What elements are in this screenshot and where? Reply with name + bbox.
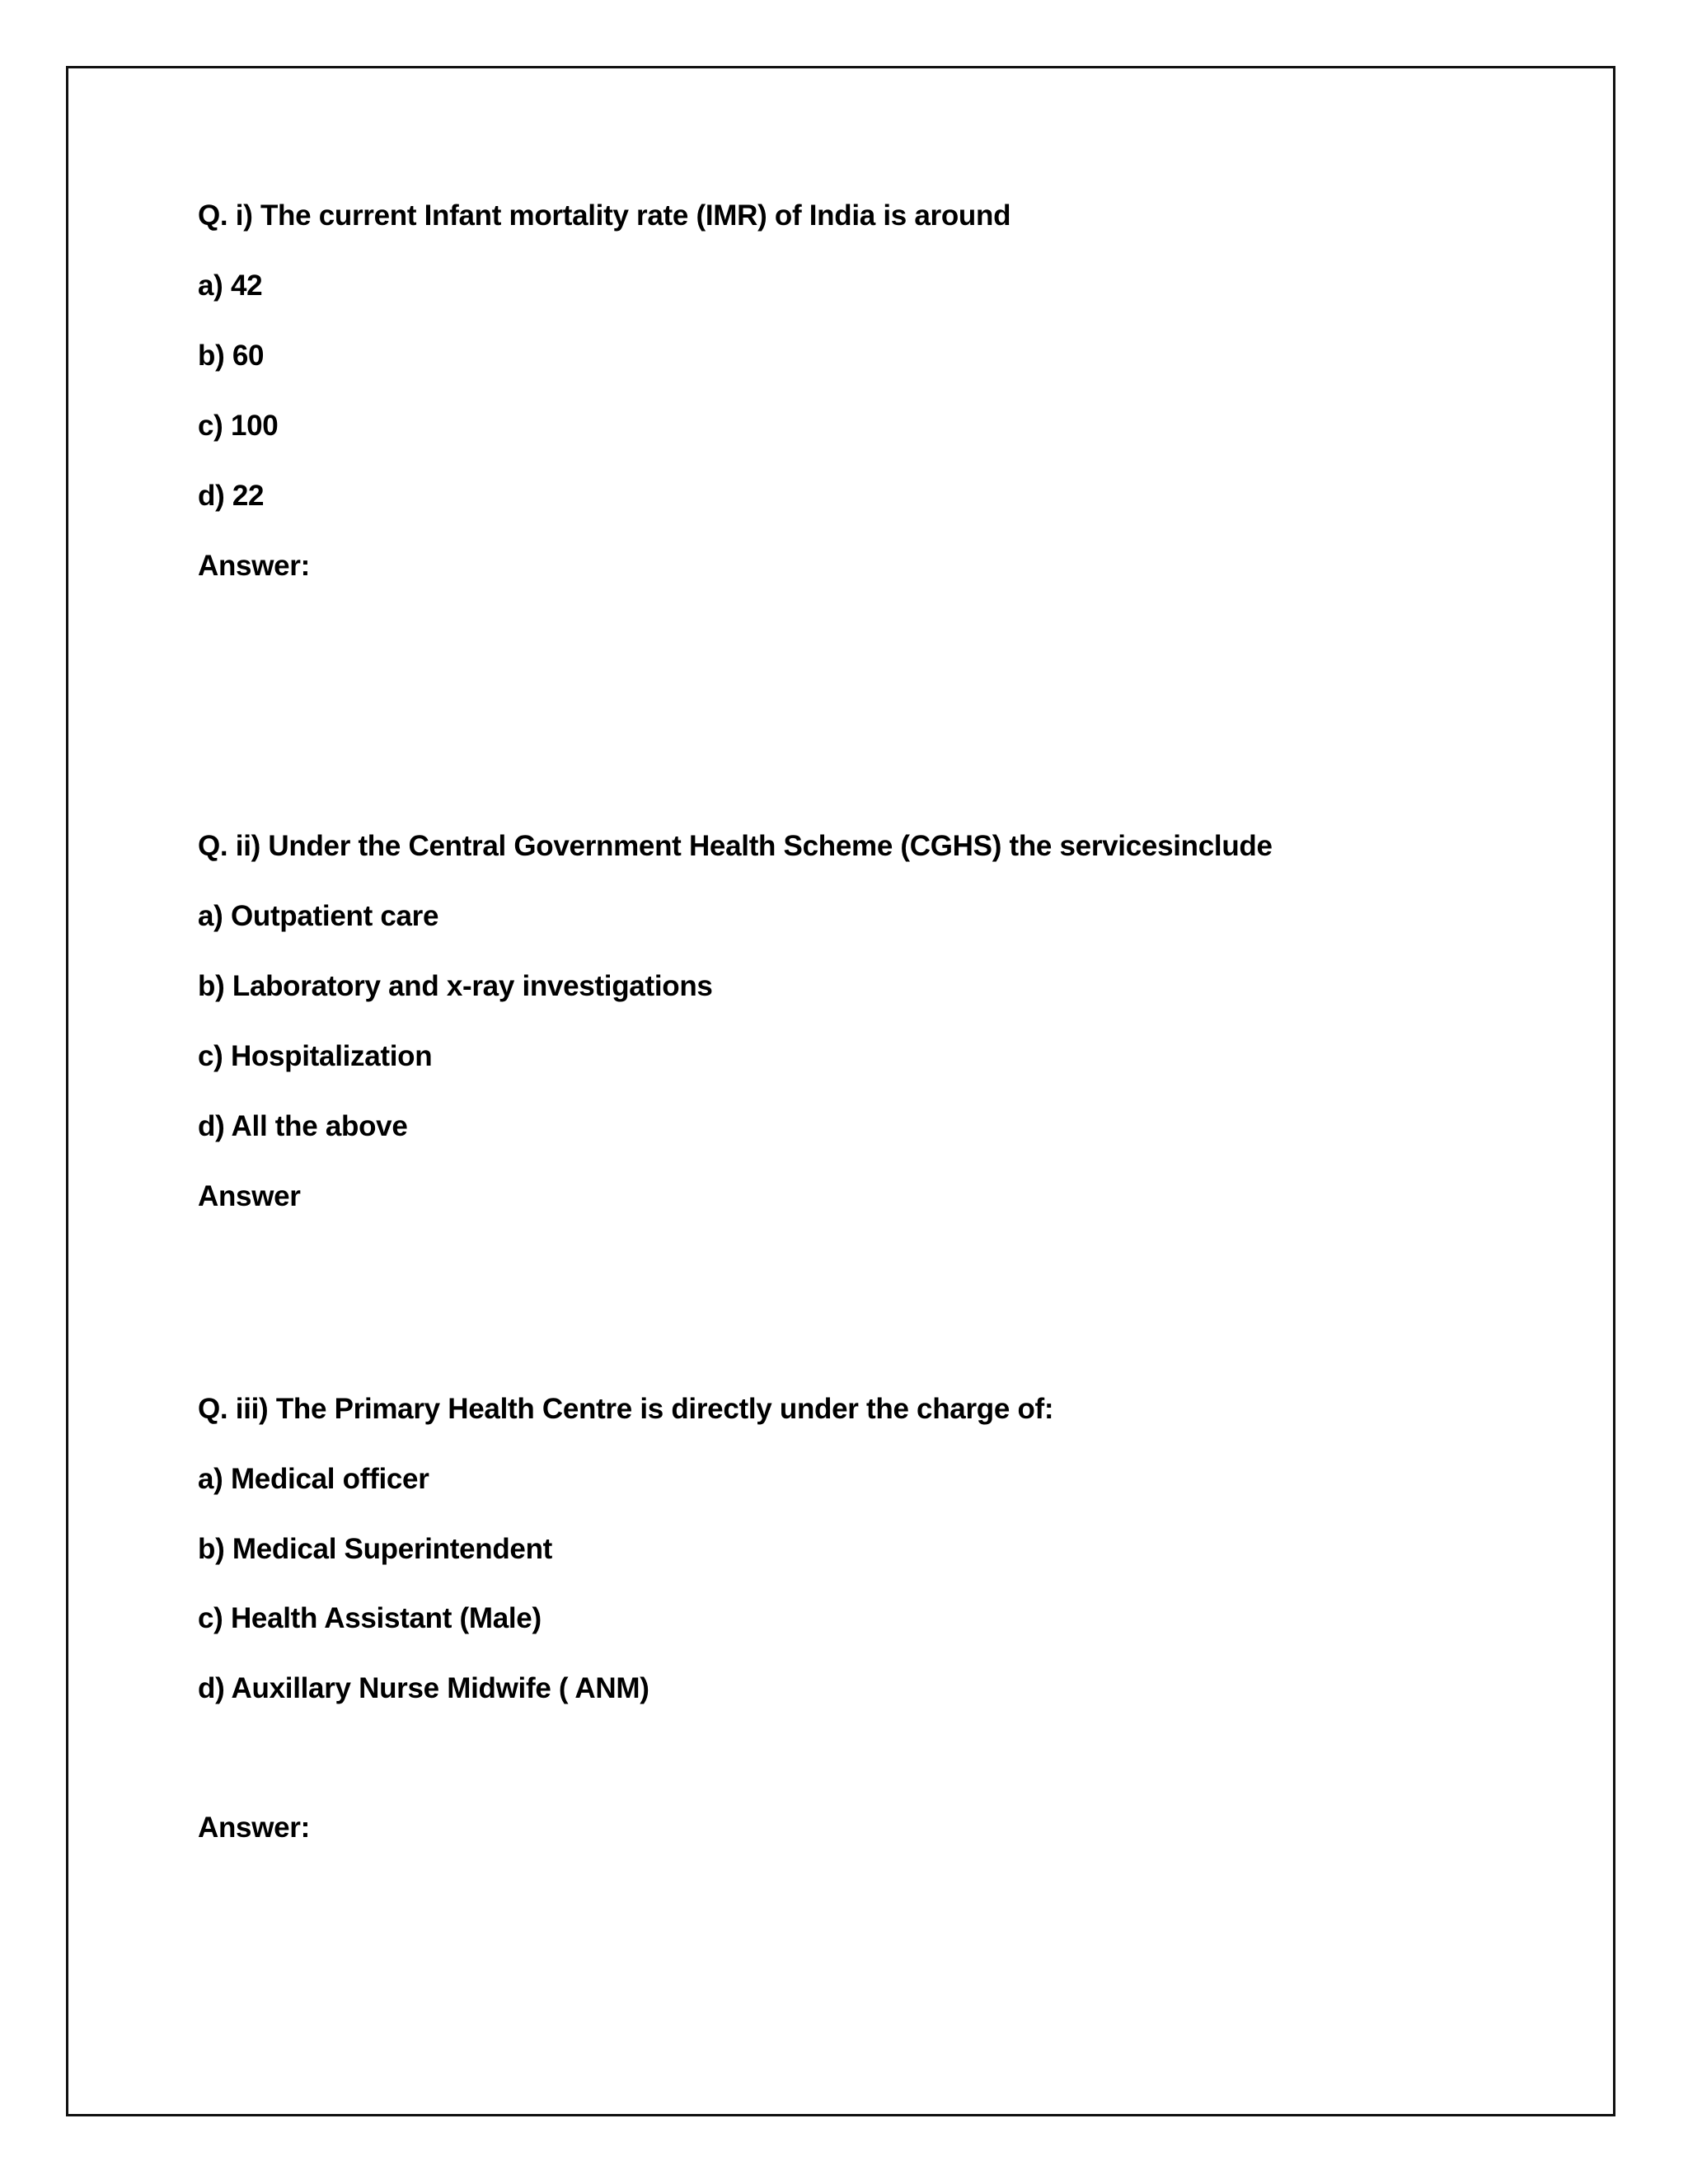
question-3-option-b: b) Medical Superintendent xyxy=(198,1533,553,1565)
question-1-option-a: a) 42 xyxy=(198,269,263,302)
question-2-text: Q. ii) Under the Central Government Health Scheme (CGHS) the servicesinclude xyxy=(198,830,1273,862)
question-1-option-c: c) 100 xyxy=(198,410,279,442)
question-2-option-b: b) Laboratory and x-ray investigations xyxy=(198,970,713,1002)
question-3-text: Q. iii) The Primary Health Centre is directly under the charge of: xyxy=(198,1393,1054,1425)
page-border xyxy=(66,66,1615,2116)
question-2-answer-label: Answer xyxy=(198,1180,301,1212)
question-2-option-c: c) Hospitalization xyxy=(198,1040,433,1072)
question-1-text: Q. i) The current Infant mortality rate (IMR) of India is around xyxy=(198,199,1011,232)
question-3-answer-label: Answer: xyxy=(198,1811,310,1844)
question-2-option-a: a) Outpatient care xyxy=(198,900,439,932)
question-1-answer-label: Answer: xyxy=(198,550,310,582)
question-3-option-a: a) Medical officer xyxy=(198,1463,429,1495)
question-3-option-c: c) Health Assistant (Male) xyxy=(198,1602,542,1634)
question-3-option-d: d) Auxillary Nurse Midwife ( ANM) xyxy=(198,1672,649,1704)
question-2-option-d: d) All the above xyxy=(198,1110,408,1142)
question-1-option-d: d) 22 xyxy=(198,480,265,512)
question-1-option-b: b) 60 xyxy=(198,340,265,372)
